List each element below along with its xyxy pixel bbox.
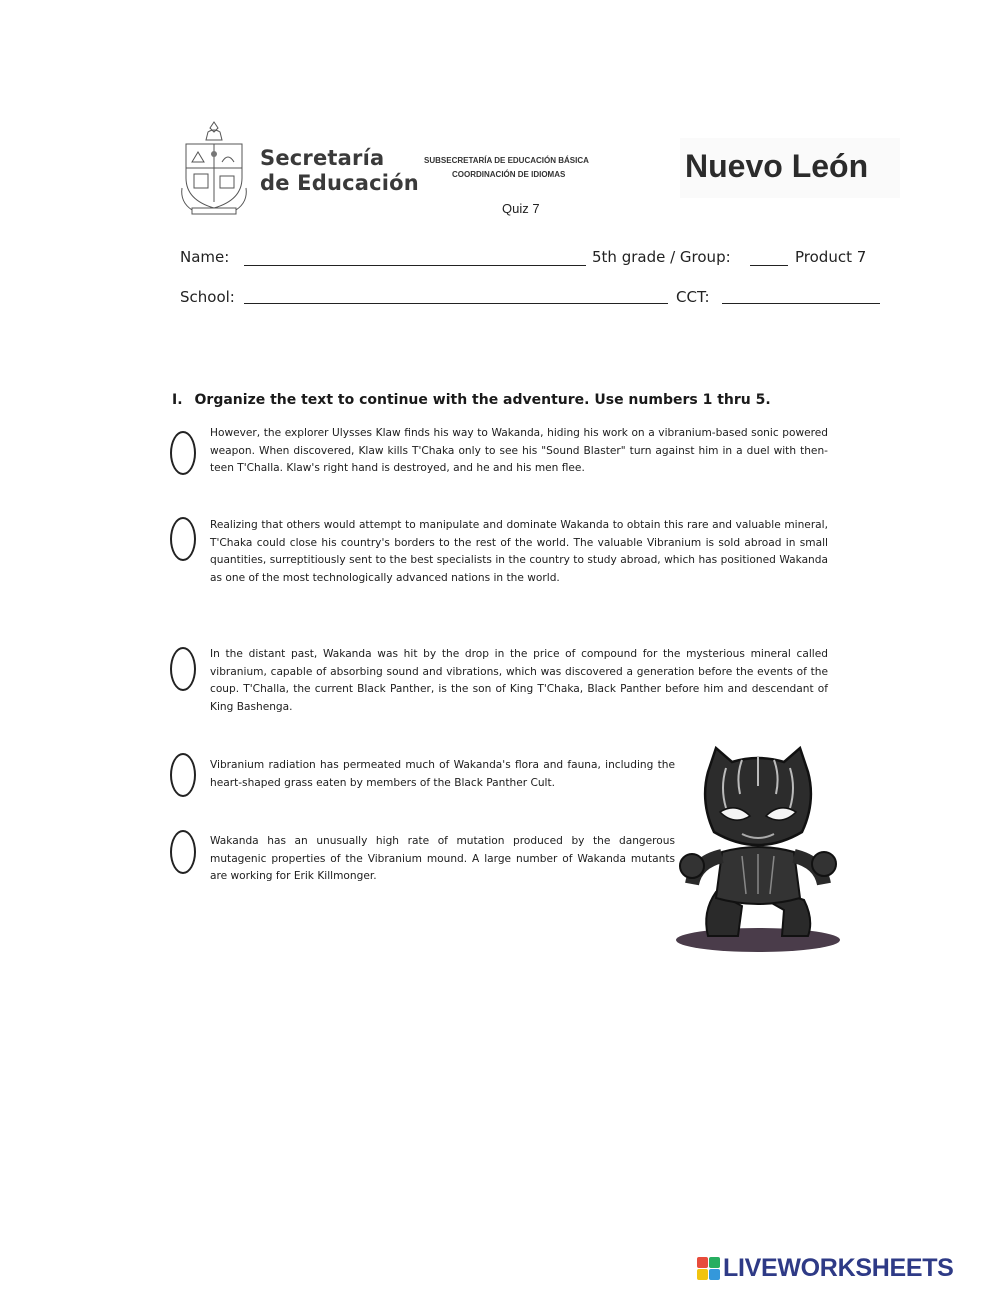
paragraph-4: Vibranium radiation has permeated much of Wakanda's flora and fauna, including the heart-shaped grass eaten by members of the Black Panther Cult. [210, 759, 675, 789]
answer-oval-1[interactable] [170, 431, 196, 475]
name-field[interactable] [244, 265, 586, 266]
instruction-text: Organize the text to continue with the adventure. Use numbers 1 thru 5. [194, 392, 771, 408]
cct-field[interactable] [722, 303, 880, 304]
answer-oval-4[interactable] [170, 753, 196, 797]
answer-oval-3[interactable] [170, 647, 196, 691]
instruction [172, 392, 771, 408]
paragraph-3: In the distant past, Wakanda was hit by the drop in the price of compound for the mysterious mineral called vibranium, capable of absorbing sound and vibrations, which was discovered a generation before the events of the coup. T'Challa, the current Black Panther, is the son of King T'Chaka, Black Panther before him and descendant of King Bashenga. [210, 648, 828, 713]
paragraph-1: However, the explorer Ulysses Klaw finds his way to Wakanda, hiding his work on a vibranium-based sonic powered weapon. When discovered, Klaw kills T'Chaka only to see his "Sound Blaster" turn against him in a duel with then-teen T'Challa. Klaw's right hand is destroyed, and he and his men flee. [210, 427, 828, 474]
liveworksheets-brand-text: LIVEWORKSHEETS [723, 1254, 954, 1282]
coordinacion-label: COORDINACIÓN DE IDIOMAS [452, 170, 566, 179]
school-label: School: [180, 288, 235, 306]
secretaria-line-2: de Educación [260, 171, 419, 195]
answer-oval-2[interactable] [170, 517, 196, 561]
name-label: Name: [180, 248, 230, 266]
nuevo-leon-logo [680, 138, 900, 198]
liveworksheets-logo-icon [696, 1256, 722, 1282]
secretaria-line-1: Secretaría [260, 146, 385, 170]
paragraph-2: Realizing that others would attempt to manipulate and dominate Wakanda to obtain this rare and valuable mineral, T'Chaka could close his country's borders to the rest of the world. The valuable Vibranium is sold abroad in small quantities, surreptitiously sent to the best specialists in the country to study abroad, which has positioned Wakanda as one of the most technologically advanced nations in the world. [210, 519, 828, 584]
grade-group-label: 5th grade / Group: [592, 248, 731, 266]
answer-oval-5[interactable] [170, 830, 196, 874]
school-field[interactable] [244, 303, 668, 304]
black-panther-illustration [672, 742, 844, 954]
group-field[interactable] [750, 265, 788, 266]
state-seal-icon [178, 118, 250, 218]
quiz-title: Quiz 7 [502, 201, 540, 216]
secretaria-title [260, 146, 419, 196]
subsecretaria-label: SUBSECRETARÍA DE EDUCACIÓN BÁSICA [424, 156, 589, 165]
cct-label: CCT: [676, 288, 710, 306]
paragraph-5: Wakanda has an unusually high rate of mutation produced by the dangerous mutagenic properties of the Vibranium mound. A large number of Wakanda mutants are working for Erik Killmonger. [210, 835, 675, 882]
instruction-number: I. [172, 392, 183, 408]
nuevo-leon-logo-text: Nuevo León [685, 148, 869, 184]
product-label: Product 7 [795, 248, 867, 266]
